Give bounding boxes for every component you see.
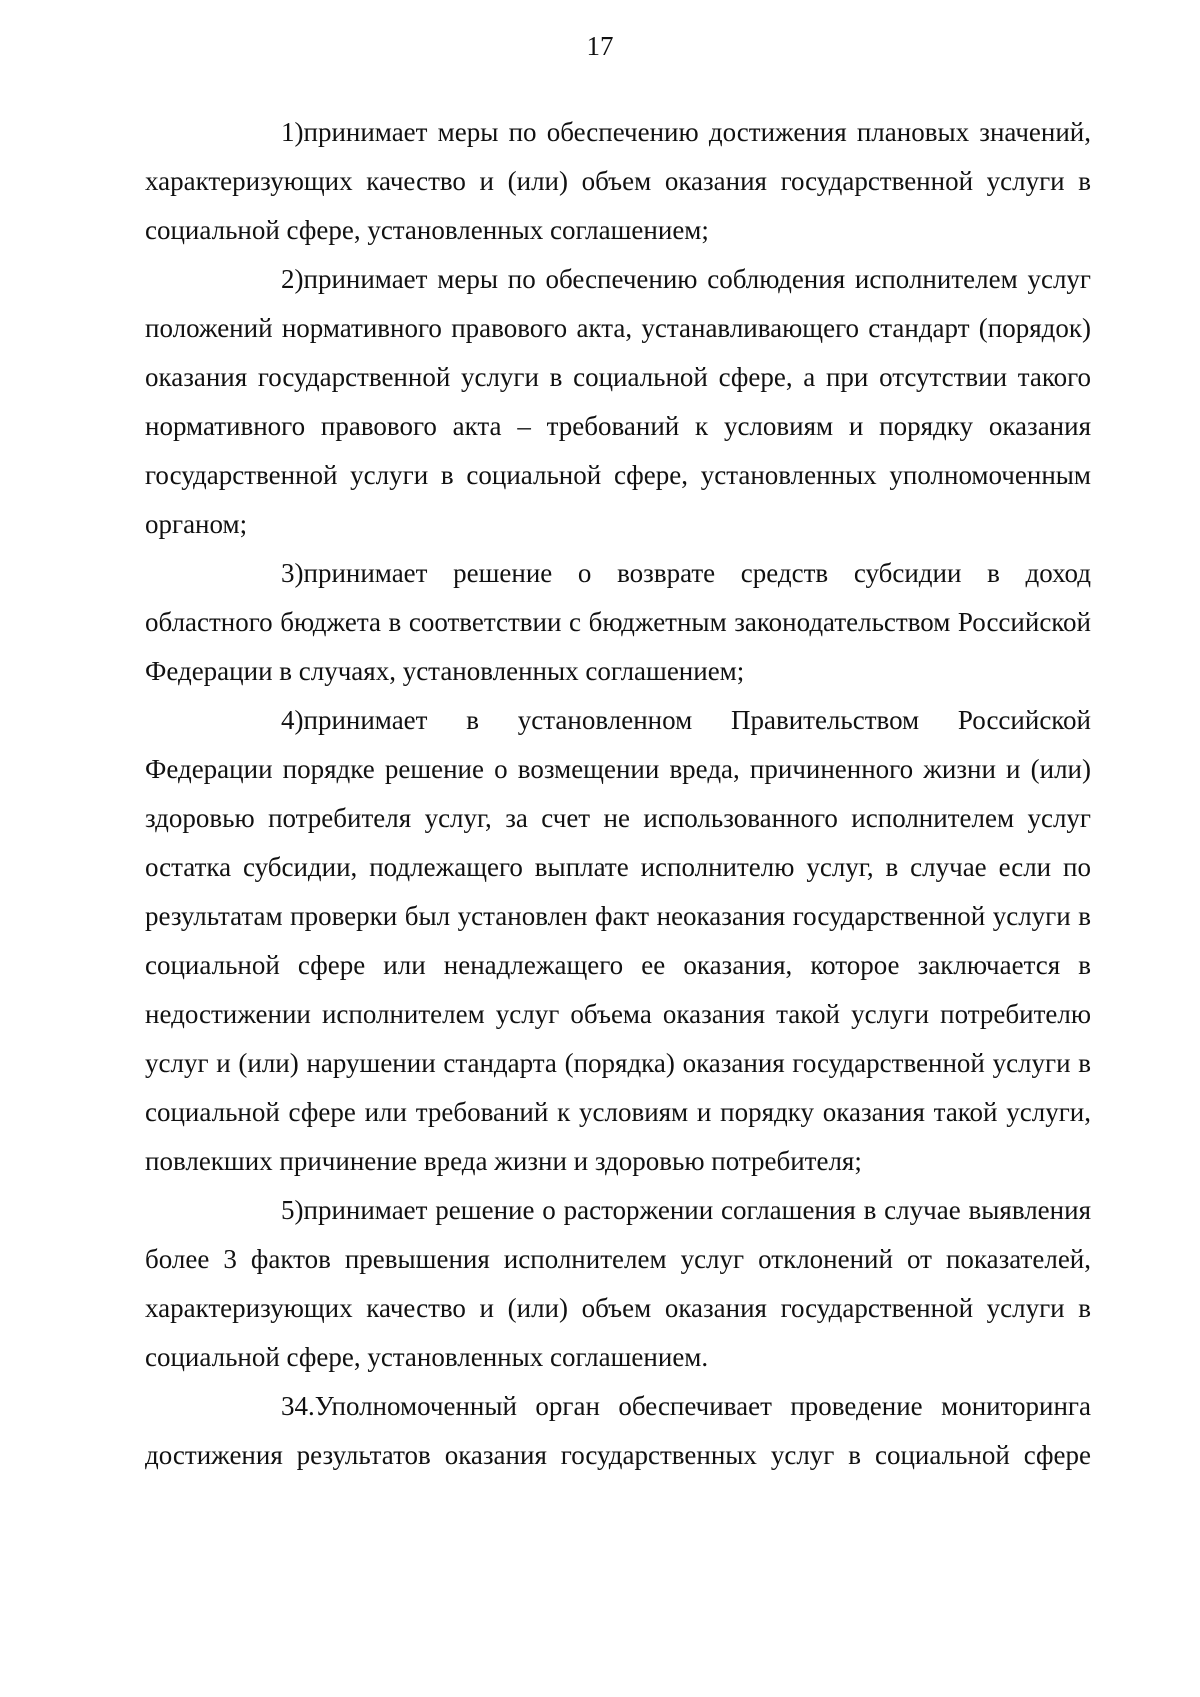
item-text: Уполномоченный орган обеспечивает проведение мониторинга достижения результатов оказания государственных услуг в социальной сфере (145, 1391, 1091, 1470)
item-number: 4) (281, 705, 304, 735)
item-number: 34. (281, 1391, 315, 1421)
item-text: принимает решение о возврате средств субсидии в доход областного бюджета в соответствии с бюджетным законодательством Российской Федерации в случаях, установленных соглашением; (145, 558, 1091, 686)
item-number: 1) (281, 117, 304, 147)
paragraph-item-4 (145, 696, 1091, 1186)
item-number: 3) (281, 558, 304, 588)
paragraph-item-5 (145, 1186, 1091, 1382)
paragraph-item-3 (145, 549, 1091, 696)
item-text: принимает меры по обеспечению достижения плановых значений, характеризующих качество и (или) объем оказания государственной услуги в социальной сфере, установленных соглашением; (145, 117, 1091, 245)
item-number: 5) (281, 1195, 304, 1225)
item-text: принимает решение о расторжении соглашения в случае выявления более 3 фактов превышения исполнителем услуг отклонений от показателей, характеризующих качество и (или) объем оказания государственной услуги в социальной сфере, установленных соглашением. (145, 1195, 1091, 1372)
paragraph-item-1 (145, 108, 1091, 255)
document-body (145, 108, 1091, 1480)
item-number: 2) (281, 264, 304, 294)
page-number: 17 (586, 31, 614, 61)
paragraph-item-2 (145, 255, 1091, 549)
item-text: принимает меры по обеспечению соблюдения исполнителем услуг положений нормативного правового акта, устанавливающего стандарт (порядок) оказания государственной услуги в социальной сфере, а при отсутствии такого нормативного правового акта – требований к условиям и порядку оказания государственной услуги в социальной сфере, установленных уполномоченным органом; (145, 264, 1091, 539)
paragraph-item-34 (145, 1382, 1091, 1480)
item-text: принимает в установленном Правительством Российской Федерации порядке решение о возмещении вреда, причиненного жизни и (или) здоровью потребителя услуг, за счет не использованного исполнителем услуг остатка субсидии, подлежащего выплате исполнителю услуг, в случае если по результатам проверки был установлен факт неоказания государственной услуги в социальной сфере или ненадлежащего ее оказания, которое заключается в недостижении исполнителем услуг объема оказания такой услуги потребителю услуг и (или) нарушении стандарта (порядка) оказания государственной услуги в социальной сфере или требований к условиям и порядку оказания такой услуги, повлекших причинение вреда жизни и здоровью потребителя; (145, 705, 1091, 1176)
